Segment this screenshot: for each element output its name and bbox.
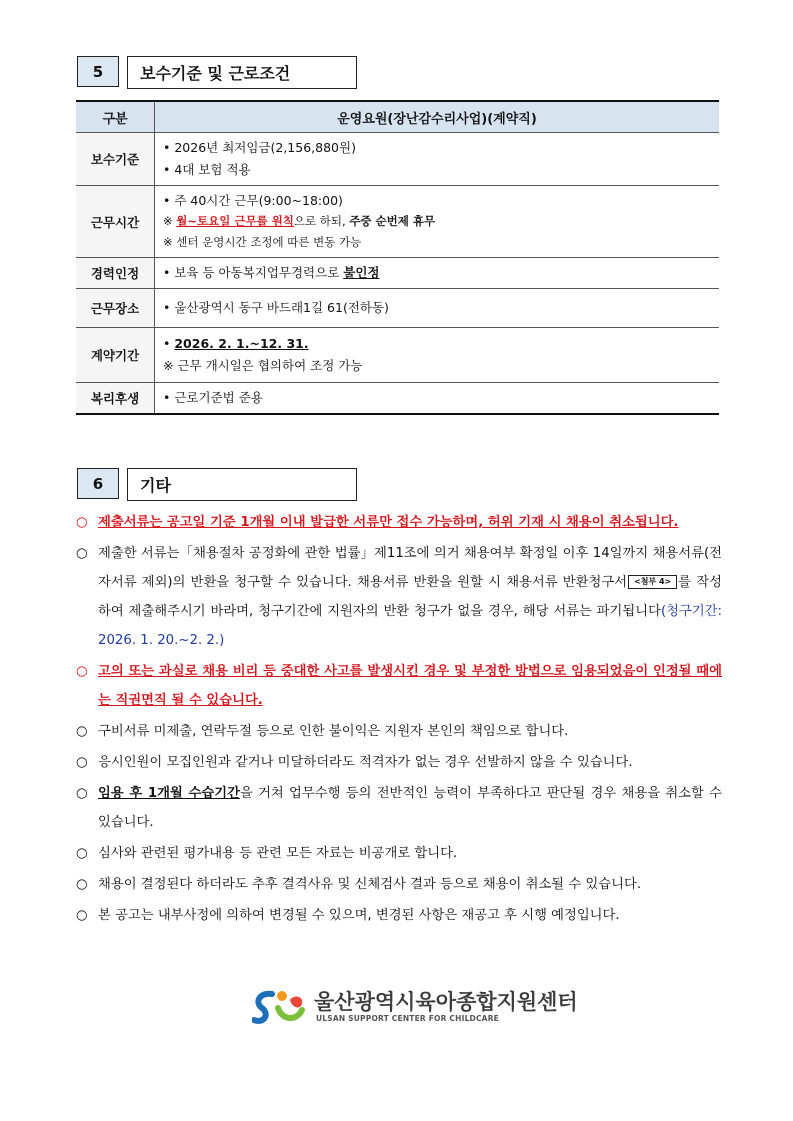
- item-text: 구비서류 미제출, 연락두절 등으로 인한 불이익은 지원자 본인의 책임으로 합니다.: [98, 724, 569, 739]
- row-value: [155, 186, 720, 258]
- bullet: •: [163, 336, 175, 351]
- value-text: • 보육 등 아동복지업무경력으로: [163, 265, 344, 280]
- column-header: 운영요원(장난감수리사업)(계약직): [155, 101, 720, 133]
- row-value: • 울산광역시 동구 바드래1길 61(전하동): [155, 289, 720, 328]
- item-text: 본 공고는 내부사정에 의하여 변경될 수 있으며, 변경된 사항은 재공고 후 시행 예정입니다.: [98, 908, 620, 923]
- item-text: [98, 539, 722, 655]
- list-item: [76, 717, 722, 746]
- table-row: [76, 289, 719, 328]
- item-text-part: 제출한 서류는「채용절차 공정화에 관한 법률」제11조에 의거 채용여부 확정일 이후 14일까지 채용서류(전자서류 제외)의 반환을 청구할 수 있습니다. 채용서류 반환을 원할 시 채용서류 반환청구서: [98, 546, 722, 590]
- emphasis-text: 임용 후 1개월 수습기간: [98, 786, 240, 801]
- center-logo-icon: [252, 986, 308, 1030]
- row-label: 근무시간: [76, 186, 155, 258]
- section-title: 보수기준 및 근로조건: [127, 56, 357, 89]
- emphasis-text: 월~토요일 근무를 원칙: [176, 214, 294, 228]
- row-label: 보수기준: [76, 133, 155, 186]
- row-label: 경력인정: [76, 258, 155, 289]
- section-number: 6: [77, 468, 119, 499]
- item-text: 심사와 관련된 평가내용 등 관련 모든 자료는 비공개로 합니다.: [98, 846, 458, 861]
- item-text: 제출서류는 공고일 기준 1개월 이내 발급한 서류만 접수 가능하며, 허위 기재 시 채용이 취소됩니다.: [98, 515, 679, 530]
- table-row: [76, 133, 719, 186]
- value-line: [163, 211, 713, 232]
- table-row: [76, 328, 719, 383]
- item-text: 고의 또는 과실로 채용 비리 등 중대한 사고를 발생시킨 경우 및 부정한 방법으로 임용되었음이 인정될 때에는 직권면직 될 수 있습니다.: [98, 664, 722, 708]
- work-conditions-table: [76, 100, 719, 415]
- circle-bullet: ○: [76, 515, 88, 530]
- circle-bullet: ○: [76, 755, 88, 770]
- table-row: [76, 383, 719, 415]
- attachment-tag: <첨부 4>: [628, 575, 677, 589]
- value-line: ※ 센터 운영시간 조정에 따른 변동 가능: [163, 235, 362, 249]
- list-item: [76, 870, 722, 899]
- circle-bullet: ○: [76, 846, 88, 861]
- circle-bullet: ○: [76, 786, 88, 801]
- circle-bullet: ○: [76, 908, 88, 923]
- value-line: • 2026년 최저임금(2,156,880원): [163, 140, 356, 155]
- row-value: [155, 258, 720, 289]
- list-item: [76, 901, 722, 930]
- emphasis-text: 주중 순번제 휴무: [349, 214, 436, 228]
- row-label: 근무장소: [76, 289, 155, 328]
- section-number: 5: [77, 56, 119, 87]
- list-item: [76, 748, 722, 777]
- list-item: [76, 539, 722, 655]
- row-value: [155, 328, 720, 383]
- item-text: 응시인원이 모집인원과 같거나 미달하더라도 적격자가 없는 경우 선발하지 않을 수 있습니다.: [98, 755, 633, 770]
- table-header-row: [76, 101, 719, 133]
- value-line: ※ 근무 개시일은 협의하여 조정 가능: [163, 358, 363, 373]
- circle-bullet: ○: [76, 877, 88, 892]
- item-text: [98, 779, 722, 837]
- organization-name: 울산광역시육아종합지원센터: [314, 990, 578, 1014]
- note-mark: ※: [163, 214, 177, 228]
- value-text: 으로 하되,: [293, 214, 350, 228]
- claim-period: (청구기간: 2026. 1. 20.~2. 2.): [98, 604, 722, 648]
- organization-footer: [252, 986, 578, 1030]
- list-item: [76, 508, 722, 537]
- item-text-part: 을 거쳐 업무수행 등의 전반적인 능력이 부족하다고 판단될 경우 채용을 취소할 수 있습니다.: [98, 786, 722, 830]
- emphasis-text: 2026. 2. 1.~12. 31.: [174, 336, 309, 351]
- circle-bullet: ○: [76, 724, 88, 739]
- row-label: 계약기간: [76, 328, 155, 383]
- list-item: [76, 839, 722, 868]
- notice-list: [76, 508, 722, 932]
- item-text: 채용이 결정된다 하더라도 추후 결격사유 및 신체검사 결과 등으로 채용이 취소될 수 있습니다.: [98, 877, 642, 892]
- item-text-part: 를 작성하여 제출해주시기 바라며, 청구기간에 지원자의 반환 청구가 없을 경우, 해당 서류는 파기됩니다: [98, 575, 723, 619]
- row-label: 복리후생: [76, 383, 155, 415]
- table-row: [76, 186, 719, 258]
- list-item: [76, 657, 722, 715]
- table-row: [76, 258, 719, 289]
- column-header: 구분: [76, 101, 155, 133]
- value-line: • 주 40시간 근무(9:00~18:00): [163, 193, 343, 208]
- circle-bullet: ○: [76, 664, 88, 679]
- row-value: • 근로기준법 준용: [155, 383, 720, 415]
- circle-bullet: ○: [76, 546, 88, 561]
- value-line: • 4대 보험 적용: [163, 162, 251, 177]
- emphasis-text: 불인정: [343, 265, 380, 280]
- row-value: [155, 133, 720, 186]
- value-line: [163, 333, 713, 355]
- section-title: 기타: [127, 468, 357, 501]
- list-item: [76, 779, 722, 837]
- organization-name-english: ULSAN SUPPORT CENTER FOR CHILDCARE: [316, 1014, 499, 1023]
